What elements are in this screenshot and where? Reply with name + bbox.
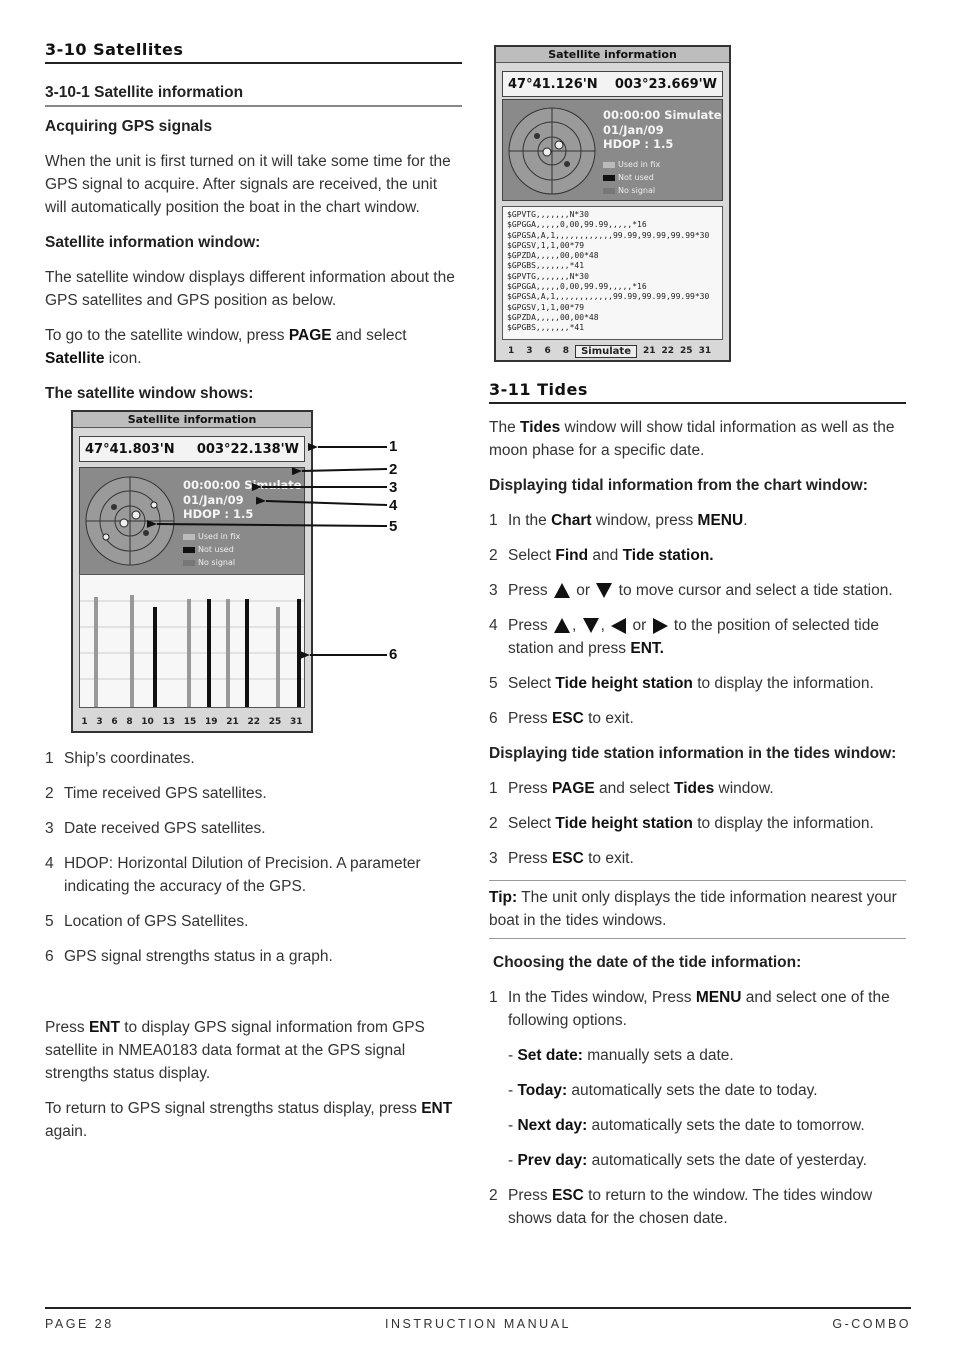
step-3: 3 Press or to move cursor and select a tide station. <box>489 582 893 599</box>
date-step-1: 1 In the Tides window, Press MENU and select one of the following options. <box>489 989 890 1029</box>
sat-label: 10 <box>141 717 154 727</box>
screen-title: Satellite information <box>496 47 729 63</box>
nmea-line: $GPGSA,A,1,,,,,,,,,,,,99.99,99.99,99.99*30 <box>507 230 710 240</box>
footer-page-number: PAGE 28 <box>45 1317 114 1331</box>
signal-bar <box>226 599 230 707</box>
signal-bar <box>297 599 301 707</box>
sat-label: 1 <box>508 346 515 356</box>
heading-choose-date: Choosing the date of the tide information: <box>493 954 802 971</box>
legend-used: Used in fix <box>603 158 660 171</box>
fix-time: 00:00:00 Simulate <box>603 108 722 122</box>
longitude: 003°23.669'W <box>614 76 717 92</box>
section-title-tides: 3-11 Tides <box>489 380 906 404</box>
signal-bar <box>187 599 191 707</box>
info-panel <box>502 99 723 201</box>
tides-step-2: 2 Select Tide height station to display the information. <box>489 815 874 832</box>
up-arrow-icon <box>554 583 570 598</box>
sky-plot <box>507 106 597 196</box>
coordinates-box <box>502 71 723 97</box>
callout-5: 5 <box>389 518 398 535</box>
callout-2: 2 <box>389 461 398 478</box>
nmea-line: $GPGSV,1,1,00*79 <box>507 302 585 312</box>
signal-bar <box>130 595 134 707</box>
date-step-2: 2 Press ESC to return to the window. The tides window shows data for the chosen date. <box>489 1187 873 1227</box>
latitude: 47°41.126'N <box>508 76 598 92</box>
subsection-title-satellite-info: 3-10-1 Satellite information <box>45 74 462 107</box>
legend <box>603 158 660 197</box>
sat-label: 8 <box>562 346 570 356</box>
left-lower-text <box>45 747 462 1143</box>
step-2: 2 Select Find and Tide station. <box>489 547 714 564</box>
down-arrow-icon <box>596 583 612 598</box>
paragraph-ent: Press ENT to display GPS signal information from GPS satellite in NMEA0183 data format at the GPS signal strengths status display. <box>45 1019 425 1082</box>
left-column <box>45 40 462 405</box>
fix-time: 00:00:00 Simulate <box>183 478 302 492</box>
heading-tides-window: Displaying tide station information in the tides window: <box>489 745 897 762</box>
fix-date: 01/Jan/09 <box>183 492 244 507</box>
sat-label: 13 <box>162 717 176 727</box>
sat-label: 6 <box>111 717 118 727</box>
paragraph-window: The satellite window displays different information about the GPS satellites and GPS position as below. <box>45 269 455 309</box>
heading-chart-window: Displaying tidal information from the chart window: <box>489 477 868 494</box>
sat-label: 6 <box>544 346 551 356</box>
sat-label: 31 <box>290 717 303 727</box>
callout-6: 6 <box>389 646 398 663</box>
step-4: 4 Press , , or to the position of selected tide station and press ENT. <box>489 617 879 657</box>
footer-product: G-COMBO <box>832 1317 911 1331</box>
sat-label: 3 <box>526 346 533 356</box>
bottom-bar <box>500 343 725 359</box>
signal-bar <box>207 599 211 707</box>
signal-bar <box>245 599 249 707</box>
sat-label: 22 <box>247 717 261 727</box>
nmea-data-box <box>502 206 723 340</box>
footer-title: INSTRUCTION MANUAL <box>385 1317 571 1331</box>
callout-1: 1 <box>389 438 398 455</box>
satellite-screen-main <box>71 410 313 733</box>
sat-label: 31 <box>698 346 712 356</box>
paragraph-tides-intro: The Tides window will show tidal information as well as the moon phase for a specific date. <box>489 419 895 459</box>
legend-no-signal: No signal <box>183 556 240 569</box>
sat-label: 22 <box>661 346 675 356</box>
nmea-line: $GPGBS,,,,,,,*41 <box>507 261 585 271</box>
nmea-line: $GPGSA,A,1,,,,,,,,,,,,99.99,99.99,99.99*30 <box>507 292 710 302</box>
nmea-line: $GPGSV,1,1,00*79 <box>507 240 585 250</box>
list-item: 3 Date received GPS satellites. <box>45 820 266 837</box>
legend-used: Used in fix <box>183 530 240 543</box>
step-6: 6 Press ESC to exit. <box>489 710 634 727</box>
hdop-value: HDOP : 1.5 <box>603 137 674 151</box>
nmea-line: $GPVTG,,,,,,,N*30 <box>507 271 589 281</box>
legend-no-signal: No signal <box>603 184 660 197</box>
right-column <box>489 380 906 1230</box>
sat-label: 21 <box>226 717 239 727</box>
satellite-number-row <box>77 714 307 730</box>
simulate-button[interactable]: Simulate <box>575 345 637 358</box>
fix-date: 01/Jan/09 <box>603 122 664 137</box>
list-item: 2 Time received GPS satellites. <box>45 785 267 802</box>
longitude: 003°22.138'W <box>196 441 299 457</box>
paragraph-acquiring: When the unit is first turned on it will take some time for the GPS signal to acquire. After signals are received, the unit will automatically position the boat in the chart window. <box>45 153 451 216</box>
nmea-line: $GPGGA,,,,,0,00,99.99,,,,,*16 <box>507 282 647 292</box>
heading-window: Satellite information window: <box>45 234 261 251</box>
signal-strength-graph <box>79 574 305 708</box>
tip-box: Tip: The unit only displays the tide information nearest your boat in the tides windows. <box>489 880 906 939</box>
hdop-value: HDOP : 1.5 <box>183 507 254 521</box>
sat-label: 19 <box>205 717 218 727</box>
legend <box>183 530 240 569</box>
option-today: - Today: automatically sets the date to today. <box>508 1082 818 1099</box>
sat-label: 3 <box>96 717 103 727</box>
satellite-screen-nmea <box>494 45 731 362</box>
up-arrow-icon <box>554 618 570 633</box>
tides-step-1: 1 Press PAGE and select Tides window. <box>489 780 774 797</box>
coordinates-box <box>79 436 305 462</box>
sat-label: 25 <box>680 346 693 356</box>
nmea-line: $GPVTG,,,,,,,N*30 <box>507 210 589 219</box>
sky-plot <box>84 475 176 567</box>
legend-not-used: Not used <box>603 171 660 184</box>
sat-label: 1 <box>81 717 88 727</box>
sat-label: 25 <box>268 717 282 727</box>
signal-bar <box>94 597 98 707</box>
list-item: 4 HDOP: Horizontal Dilution of Precision. A parameter indicating the accuracy of the GPS. <box>45 855 421 895</box>
list-item: 1 Ship’s coordinates. <box>45 750 195 767</box>
heading-acquiring: Acquiring GPS signals <box>45 118 213 135</box>
latitude: 47°41.803'N <box>85 441 175 457</box>
option-next-day: - Next day: automatically sets the date to tomorrow. <box>508 1117 865 1134</box>
screen-title: Satellite information <box>73 412 311 428</box>
nmea-line: $GPZDA,,,,,00,00*48 <box>507 251 599 261</box>
info-panel <box>79 467 305 575</box>
callout-4: 4 <box>389 497 398 514</box>
option-set-date: - Set date: manually sets a date. <box>508 1047 734 1064</box>
sat-label: 8 <box>126 717 133 727</box>
list-item: 5 Location of GPS Satellites. <box>45 913 249 930</box>
tides-step-3: 3 Press ESC to exit. <box>489 850 634 867</box>
step-1: 1 In the Chart window, press MENU. <box>489 512 748 529</box>
step-5: 5 Select Tide height station to display the information. <box>489 675 874 692</box>
legend-not-used: Not used <box>183 543 240 556</box>
sat-label: 15 <box>183 717 197 727</box>
left-arrow-icon <box>611 618 626 634</box>
signal-bars <box>80 575 305 707</box>
section-title-satellites: 3-10 Satellites <box>45 40 462 64</box>
sat-label: 21 <box>642 346 656 356</box>
signal-bar <box>276 607 280 707</box>
down-arrow-icon <box>583 618 599 633</box>
nmea-line: $GPZDA,,,,,00,00*48 <box>507 312 599 322</box>
callout-3: 3 <box>389 479 398 496</box>
nmea-line: $GPGBS,,,,,,,*41 <box>507 323 585 333</box>
nmea-line: $GPGGA,,,,,0,00,99.99,,,,,*16 <box>507 220 647 230</box>
option-prev-day: - Prev day: automatically sets the date of yesterday. <box>508 1152 867 1169</box>
heading-shows: The satellite window shows: <box>45 385 254 402</box>
paragraph-goto: To go to the satellite window, press PAGE and select Satellite icon. <box>45 327 407 367</box>
list-item: 6 GPS signal strengths status in a graph. <box>45 948 333 965</box>
right-arrow-icon <box>653 618 668 634</box>
paragraph-return: To return to GPS signal strengths status display, press ENT again. <box>45 1100 453 1140</box>
signal-bar <box>153 607 157 707</box>
